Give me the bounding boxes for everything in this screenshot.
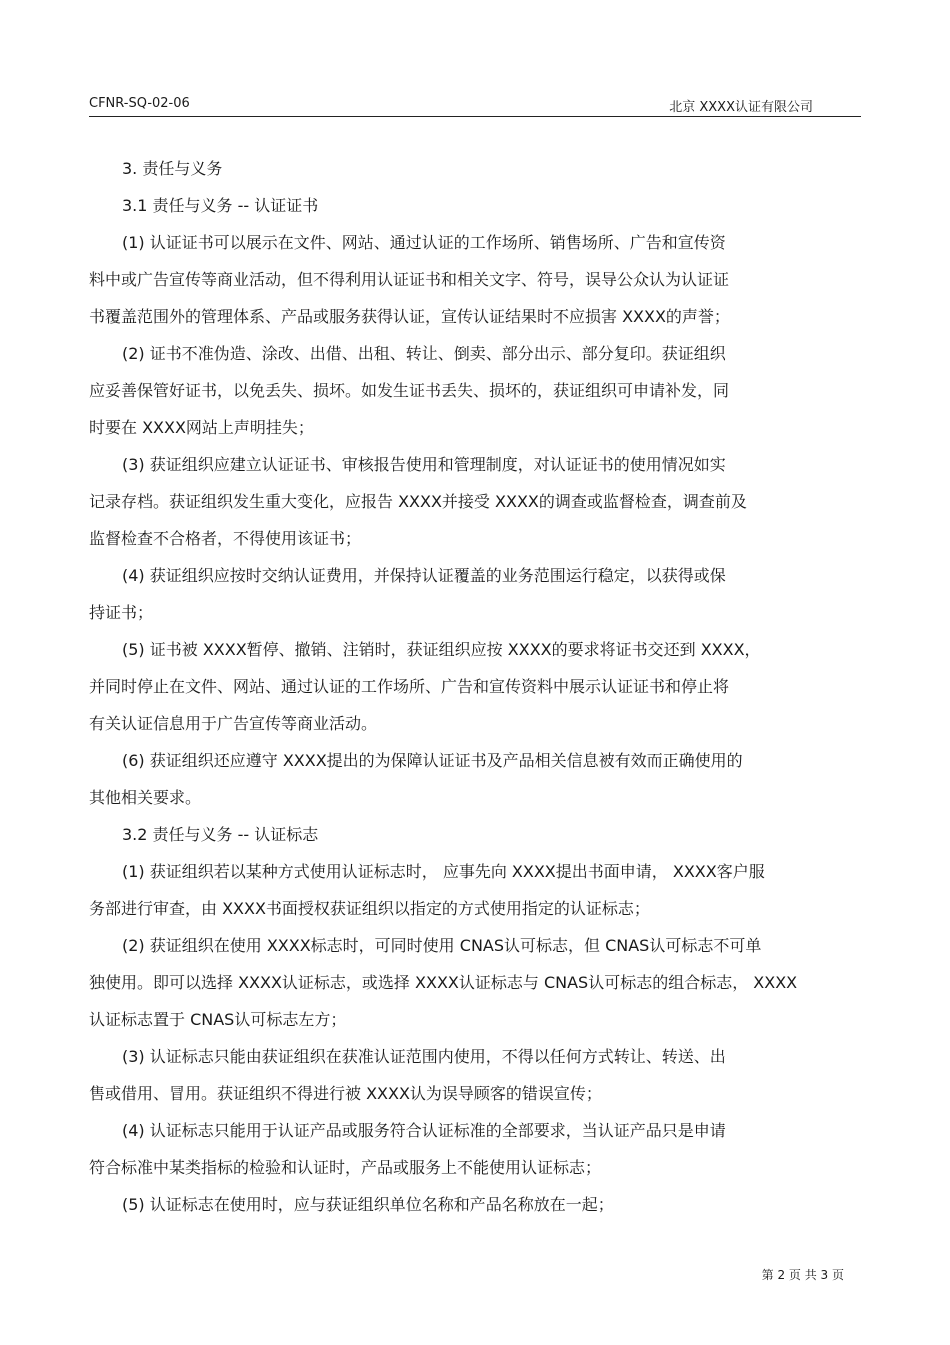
document-code: CFNR-SQ-02-06 [89, 96, 190, 111]
company-name: 北京 XXXX认证有限公司 [669, 100, 813, 115]
document-body [89, 150, 869, 1223]
text-line: 符合标准中某类指标的检验和认证时，产品或服务上不能使用认证标志； [89, 1158, 602, 1177]
text-line: 应妥善保管好证书，以免丢失、损坏。如发生证书丢失、损坏的，获证组织可申请补发，同 [89, 381, 730, 400]
text-line: (4) 认证标志只能用于认证产品或服务符合认证标准的全部要求，当认证产品只是申请 [122, 1121, 726, 1140]
text-line: 3.1 责任与义务 -- 认证证书 [122, 196, 319, 215]
text-line: (4) 获证组织应按时交纳认证费用，并保持认证覆盖的业务范围运行稳定，以获得或保 [122, 566, 726, 585]
page-header [89, 96, 861, 117]
text-line: 监督检查不合格者，不得使用该证书； [89, 529, 362, 548]
text-line: (2) 获证组织在使用 XXXX标志时，可同时使用 CNAS认可标志，但 CNAS认可标志不可单 [122, 936, 762, 955]
text-line: 记录存档。获证组织发生重大变化，应报告 XXXX并接受 XXXX的调查或监督检查，调查前及 [89, 492, 747, 511]
text-line: 3. 责任与义务 [122, 159, 223, 178]
text-line: 售或借用、冒用。获证组织不得进行被 XXXX认为误导顾客的错误宣传； [89, 1084, 602, 1103]
text-line: (3) 获证组织应建立认证证书、审核报告使用和管理制度，对认证证书的使用情况如实 [122, 455, 726, 474]
text-line: 有关认证信息用于广告宣传等商业活动。 [89, 714, 378, 733]
text-line: 其他相关要求。 [89, 788, 202, 807]
text-line: 料中或广告宣传等商业活动，但不得利用认证证书和相关文字、符号，误导公众认为认证证 [89, 270, 730, 289]
text-line: (3) 认证标志只能由获证组织在获准认证范围内使用，不得以任何方式转让、转送、出 [122, 1047, 726, 1066]
text-line: 务部进行审查，由 XXXX书面授权获证组织以指定的方式使用指定的认证标志； [89, 899, 650, 918]
text-line: (1) 获证组织若以某种方式使用认证标志时， 应事先向 XXXX提出书面申请， XXXX客户服 [122, 862, 765, 881]
page-number: 第 2 页 共 3 页 [761, 1268, 844, 1282]
text-line: 时要在 XXXX网站上声明挂失； [89, 418, 314, 437]
text-line: 3.2 责任与义务 -- 认证标志 [122, 825, 319, 844]
text-line: 书覆盖范围外的管理体系、产品或服务获得认证，宣传认证结果时不应损害 XXXX的声誉； [89, 307, 730, 326]
text-line: (1) 认证证书可以展示在文件、网站、通过认证的工作场所、销售场所、广告和宣传资 [122, 233, 726, 252]
text-line: 独使用。即可以选择 XXXX认证标志，或选择 XXXX认证标志与 CNAS认可标志的组合标志， XXXX [89, 973, 798, 992]
text-line: 认证标志置于 CNAS认可标志左方； [89, 1010, 347, 1029]
text-line: (2) 证书不准伪造、涂改、出借、出租、转让、倒卖、部分出示、部分复印。获证组织 [122, 344, 726, 363]
text-line: (5) 证书被 XXXX暂停、撤销、注销时，获证组织应按 XXXX的要求将证书交还到 XXXX， [122, 640, 761, 659]
text-line: (5) 认证标志在使用时，应与获证组织单位名称和产品名称放在一起； [122, 1195, 614, 1214]
text-line: 持证书； [89, 603, 154, 622]
text-line: 并同时停止在文件、网站、通过认证的工作场所、广告和宣传资料中展示认证证书和停止将 [89, 677, 730, 696]
text-line: (6) 获证组织还应遵守 XXXX提出的为保障认证证书及产品相关信息被有效而正确使用的 [122, 751, 743, 770]
